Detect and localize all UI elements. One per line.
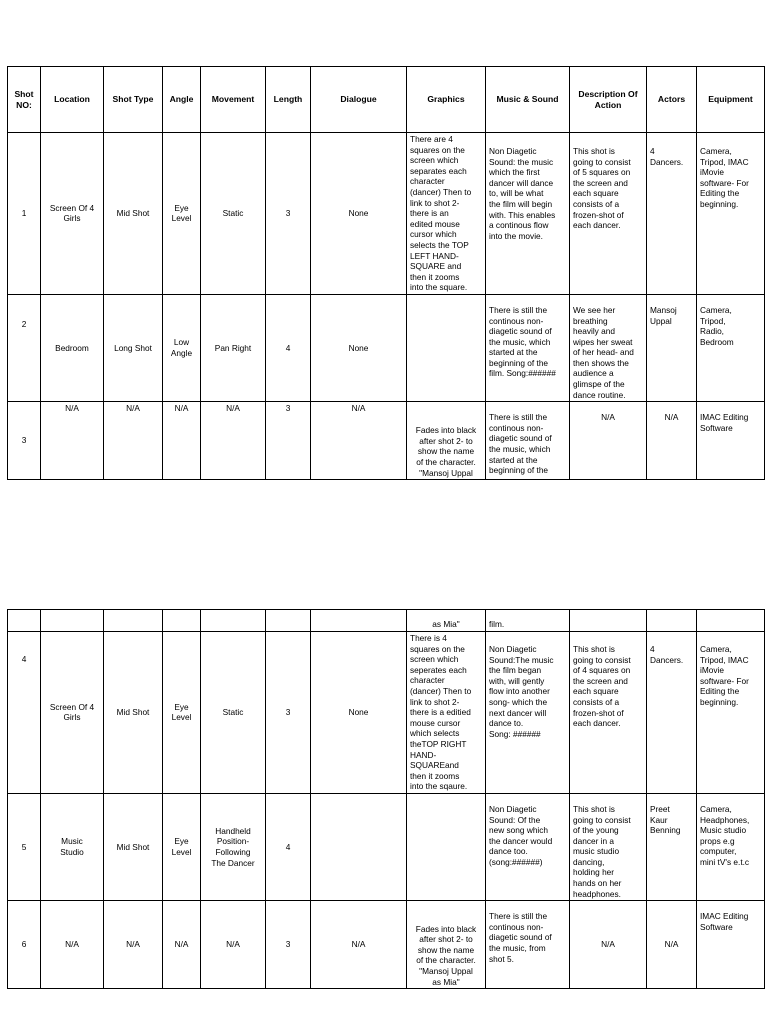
cell-dialogue: None [311, 632, 407, 794]
cell-angle: Low Angle [163, 294, 201, 401]
cell-equipment: Camera, Tripod, IMAC iMovie software- For Editing the beginning. [697, 133, 765, 295]
cell-length: 3 [266, 901, 311, 989]
cell-location: N/A [41, 402, 104, 480]
cell-shot-type: Mid Shot [104, 793, 163, 900]
header-dialogue: Dialogue [311, 67, 407, 133]
header-graphics: Graphics [407, 67, 486, 133]
cell-length: 4 [266, 793, 311, 900]
cell-music-sound: Non Diagetic Sound: the music which the first dancer will dance to, will be what the film will begin with. This enables a continous flow into the movie. [486, 133, 570, 295]
cell-length: 3 [266, 402, 311, 480]
cell-equipment: Camera, Tripod, IMAC iMovie software- For Editing the beginning. [697, 632, 765, 794]
cell-description: We see her breathing heavily and wipes her sweat of her head- and then shows the audience a glimspe of the dance routine. [570, 294, 647, 401]
cell-graphics: There is 4 squares on the screen which seperates each character (dancer) Then to link to shot 2- there is a editied mouse cursor which selects theTOP RIGHT HAND- SQUAREand then it zooms into the sqaure. [407, 632, 486, 794]
header-description: Description Of Action [570, 67, 647, 133]
cell-shot-no: 1 [8, 133, 41, 295]
cell-graphics: Fades into black after shot 2- to show the name of the character. "Mansoj Uppal [407, 402, 486, 480]
cell-equipment: Camera, Tripod, Radio, Bedroom [697, 294, 765, 401]
cell-movement: N/A [201, 402, 266, 480]
cell-movement: Static [201, 133, 266, 295]
cell-equipment: IMAC Editing Software [697, 901, 765, 989]
cell-actors: Mansoj Uppal [647, 294, 697, 401]
cell-graphics: Fades into black after shot 2- to show the name of the character. "Mansoj Uppal as Mia" [407, 901, 486, 989]
cell-description: This shot is going to consist of 5 squares on the screen and each square consists of a frozen-shot of each dancer. [570, 133, 647, 295]
header-shot-no: Shot NO: [8, 67, 41, 133]
header-music-sound: Music & Sound [486, 67, 570, 133]
cell-dialogue [311, 793, 407, 900]
cell-description: This shot is going to consist of 4 squares on the screen and each square consists of a frozen-shot of each dancer. [570, 632, 647, 794]
cell-actors: 4 Dancers. [647, 632, 697, 794]
cell-description: N/A [570, 402, 647, 480]
cell-shot-no: 6 [8, 901, 41, 989]
cell-movement: N/A [201, 901, 266, 989]
cell-angle: Eye Level [163, 793, 201, 900]
cell-movement: Handheld Position- Following The Dancer [201, 793, 266, 900]
cell-dialogue: N/A [311, 901, 407, 989]
cell-description: N/A [570, 901, 647, 989]
cell-actors: N/A [647, 402, 697, 480]
shot-list-table-continued [7, 609, 765, 989]
cell-movement: Pan Right [201, 294, 266, 401]
header-equipment: Equipment [697, 67, 765, 133]
cell-shot-no: 5 [8, 793, 41, 900]
cell-shot-type: Mid Shot [104, 133, 163, 295]
header-row [8, 67, 765, 133]
cell-shot-type: N/A [104, 402, 163, 480]
cell-angle: N/A [163, 901, 201, 989]
cell-music-sound: There is still the continous non- diagetic sound of the music, which started at the beginning of the film. Song:###### [486, 294, 570, 401]
cell-graphics [407, 793, 486, 900]
header-actors: Actors [647, 67, 697, 133]
cell-music-sound: Non Diagetic Sound: Of the new song which the dancer would dance too. (song:######) [486, 793, 570, 900]
cell-graphics: There are 4 squares on the screen which separates each character (dancer) Then to link to shot 2- there is an edited mouse cursor which selects the TOP LEFT HAND- SQUARE and then it zooms into the square. [407, 133, 486, 295]
cell-music-sound: Non Diagetic Sound:The music the film began with, will gently flow into another song- which the next dancer will dance to. Song: ###### [486, 632, 570, 794]
cell-equipment: Camera, Headphones, Music studio props e.g computer, mini tV's e.t.c [697, 793, 765, 900]
cell-music-sound: There is still the continous non- diagetic sound of the music, which started at the beginning of the [486, 402, 570, 480]
continuation-row [8, 610, 765, 632]
cell-description: This shot is going to consist of the young dancer in a music studio dancing, holding her hands on her headphones. [570, 793, 647, 900]
cell-angle: Eye Level [163, 632, 201, 794]
cell-angle: Eye Level [163, 133, 201, 295]
table-row [8, 901, 765, 989]
cell-location: Music Studio [41, 793, 104, 900]
cell-shot-no: 2 [8, 294, 41, 401]
cell-graphics [407, 294, 486, 401]
cell-length: 3 [266, 632, 311, 794]
header-movement: Movement [201, 67, 266, 133]
cell-shot-type: Long Shot [104, 294, 163, 401]
cell-length: 3 [266, 133, 311, 295]
cell-location: N/A [41, 901, 104, 989]
cell-length: 4 [266, 294, 311, 401]
header-angle: Angle [163, 67, 201, 133]
cell-location: Screen Of 4 Girls [41, 632, 104, 794]
cell-graphics-continued: as Mia" [407, 610, 486, 632]
table-row [8, 133, 765, 295]
header-length: Length [266, 67, 311, 133]
cell-music-sound: There is still the continous non- diagetic sound of the music, from shot 5. [486, 901, 570, 989]
table-row [8, 632, 765, 794]
cell-shot-type: N/A [104, 901, 163, 989]
cell-shot-no: 3 [8, 402, 41, 480]
cell-actors: Preet Kaur Benning [647, 793, 697, 900]
cell-equipment: IMAC Editing Software [697, 402, 765, 480]
cell-dialogue: None [311, 133, 407, 295]
cell-dialogue: N/A [311, 402, 407, 480]
cell-actors: N/A [647, 901, 697, 989]
shot-list-table [7, 66, 765, 480]
table-row [8, 793, 765, 900]
cell-location: Bedroom [41, 294, 104, 401]
cell-location: Screen Of 4 Girls [41, 133, 104, 295]
table-row [8, 402, 765, 480]
table-row [8, 294, 765, 401]
cell-dialogue: None [311, 294, 407, 401]
cell-movement: Static [201, 632, 266, 794]
cell-shot-type: Mid Shot [104, 632, 163, 794]
cell-music-continued: film. [486, 610, 570, 632]
cell-shot-no: 4 [8, 632, 41, 794]
cell-actors: 4 Dancers. [647, 133, 697, 295]
header-location: Location [41, 67, 104, 133]
cell-angle: N/A [163, 402, 201, 480]
header-shot-type: Shot Type [104, 67, 163, 133]
